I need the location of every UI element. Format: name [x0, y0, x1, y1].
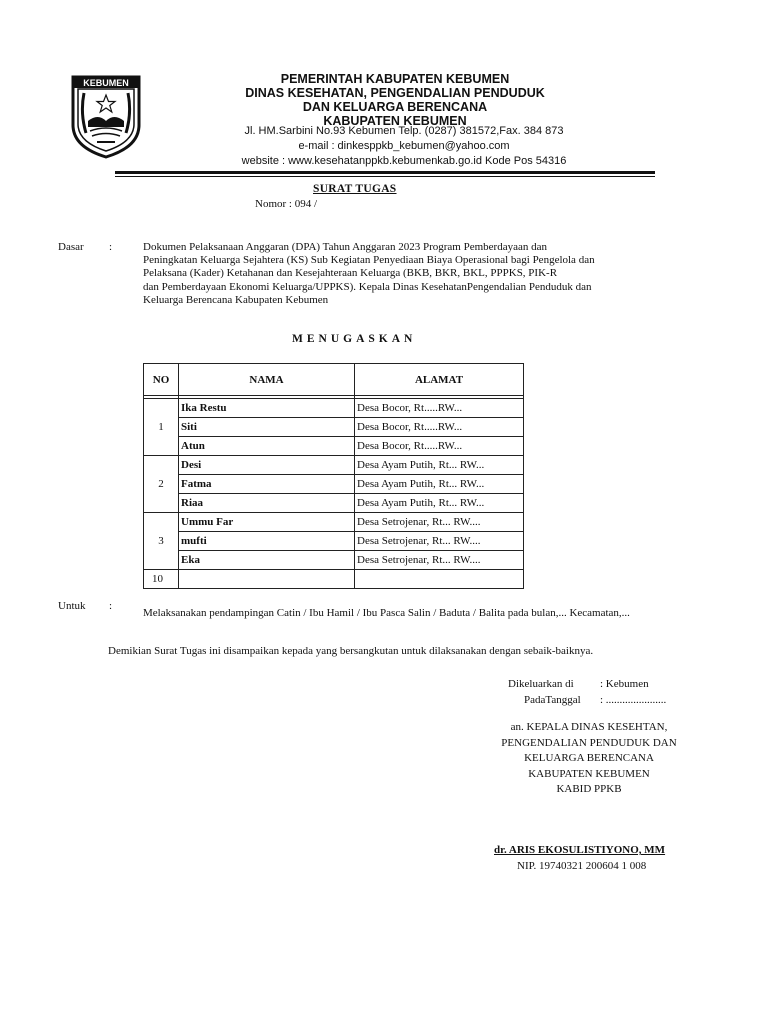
issued-date-label: PadaTanggal — [524, 694, 581, 706]
signature-line: KELUARGA BERENCANA — [524, 752, 654, 764]
untuk-label: Untuk — [58, 600, 86, 612]
group-number: 2 — [144, 456, 179, 513]
table-row — [144, 437, 524, 456]
email-line: e-mail : dinkesppkb_kebumen@yahoo.com — [298, 140, 510, 152]
member-name: Desi — [179, 456, 355, 475]
signature-line: KABUPATEN KEBUMEN — [528, 767, 650, 780]
member-name: Fatma — [179, 475, 355, 494]
member-address: Desa Setrojenar, Rt... RW.... — [355, 551, 524, 570]
member-name: Ika Restu — [179, 399, 355, 418]
issued-place-label: Dikeluarkan di — [508, 678, 574, 690]
member-address: Desa Ayam Putih, Rt... RW... — [355, 494, 524, 513]
logo-text: KEBUMEN — [83, 78, 129, 88]
letterhead-thin-rule — [115, 176, 655, 177]
letterhead-line-2: DINAS KESEHATAN, PENGENDALIAN PENDUDUK — [245, 86, 545, 100]
letterhead — [230, 72, 560, 128]
table-row — [144, 475, 524, 494]
table-row — [144, 532, 524, 551]
header-nama: NAMA — [179, 364, 355, 396]
signature-line: an. KEPALA DINAS KESEHTAN, — [510, 721, 668, 733]
dasar-label: Dasar — [58, 241, 84, 253]
member-address: Desa Bocor, Rt.....RW... — [355, 399, 524, 418]
table-row — [144, 551, 524, 570]
letterhead-line-4: KABUPATEN KEBUMEN — [323, 114, 467, 128]
group-number: 3 — [144, 513, 179, 570]
header-alamat: ALAMAT — [355, 364, 524, 396]
issued-place-value: : Kebumen — [600, 678, 649, 690]
menugaskan-heading: MENUGASKAN — [292, 333, 417, 345]
member-name: Siti — [179, 418, 355, 437]
dasar-colon: : — [109, 241, 113, 253]
address-line: Jl. HM.Sarbini No.93 Kebumen Telp. (0287) 381572,Fax. 384 873 — [244, 125, 564, 137]
signer-name: dr. ARIS EKOSULISTIYONO, MM — [494, 844, 666, 856]
member-address: Desa Ayam Putih, Rt... RW... — [355, 456, 524, 475]
table-row — [144, 399, 524, 418]
header-no: NO — [144, 364, 179, 396]
signature-block — [470, 720, 708, 798]
dasar-line: Pelaksana (Kader) Ketahanan dan Kesejahteraan Keluarga (BKB, BKR, BKL, PPPKS, PIK-R — [143, 267, 558, 280]
member-name: Ummu Far — [179, 513, 355, 532]
website-line: website : www.kesehatanppkb.kebumenkab.go.id Kode Pos 54316 — [241, 155, 567, 167]
dasar-line: Keluarga Berencana Kabupaten Kebumen — [143, 293, 329, 306]
table-row — [144, 418, 524, 437]
table-header-row — [144, 364, 524, 396]
table-row — [144, 494, 524, 513]
signature-line: PENGENDALIAN PENDUDUK DAN — [501, 736, 677, 749]
letterhead-contact — [228, 124, 580, 169]
document-title: SURAT TUGAS — [313, 183, 397, 195]
dasar-line: dan Pemberdayaan Ekonomi Keluarga/UPPKS). Kepala Dinas KesehatanPengendalian Penduduk dan — [143, 280, 592, 293]
letterhead-line-3: DAN KELUARGA BERENCANA — [302, 100, 488, 114]
last-row-number: 10 — [144, 570, 179, 589]
assignment-table — [143, 363, 524, 589]
table-row — [144, 570, 524, 589]
member-address: Desa Setrojenar, Rt... RW.... — [355, 513, 524, 532]
table-row — [144, 456, 524, 475]
untuk-colon: : — [109, 600, 113, 612]
member-address: Desa Ayam Putih, Rt... RW... — [355, 475, 524, 494]
empty-cell — [355, 570, 524, 589]
letterhead-line-1: PEMERINTAH KABUPATEN KEBUMEN — [280, 72, 510, 86]
untuk-text: Melaksanakan pendampingan Catin / Ibu Hamil / Ibu Pasca Salin / Baduta / Balita pada bulan,... Kecamatan,... — [143, 607, 630, 619]
kebumen-emblem-logo — [70, 73, 142, 159]
signer-nip: NIP. 19740321 200604 1 008 — [517, 860, 647, 872]
group-number: 1 — [144, 399, 179, 456]
table-row — [144, 513, 524, 532]
member-address: Desa Bocor, Rt.....RW... — [355, 418, 524, 437]
signature-line: KABID PPKB — [556, 783, 622, 795]
document-number: Nomor : 094 / — [255, 198, 318, 210]
member-name: Atun — [179, 437, 355, 456]
dasar-line: Dokumen Pelaksanaan Anggaran (DPA) Tahun Anggaran 2023 Program Pemberdayaan dan — [143, 241, 547, 253]
issued-date-value: : ...................... — [600, 694, 667, 706]
member-name: Eka — [179, 551, 355, 570]
member-name: Riaa — [179, 494, 355, 513]
dasar-text — [143, 241, 663, 307]
empty-cell — [179, 570, 355, 589]
member-address: Desa Setrojenar, Rt... RW.... — [355, 532, 524, 551]
member-address: Desa Bocor, Rt.....RW... — [355, 437, 524, 456]
member-name: mufti — [179, 532, 355, 551]
closing-statement: Demikian Surat Tugas ini disampaikan kepada yang bersangkutan untuk dilaksanakan dengan sebaik-baiknya. — [108, 645, 594, 657]
dasar-line: Peningkatan Keluarga Sejahtera (KS) Sub Kegiatan Penyediaan Biaya Operasional bagi Pengelola dan — [143, 254, 595, 267]
letterhead-thick-rule — [115, 171, 655, 174]
